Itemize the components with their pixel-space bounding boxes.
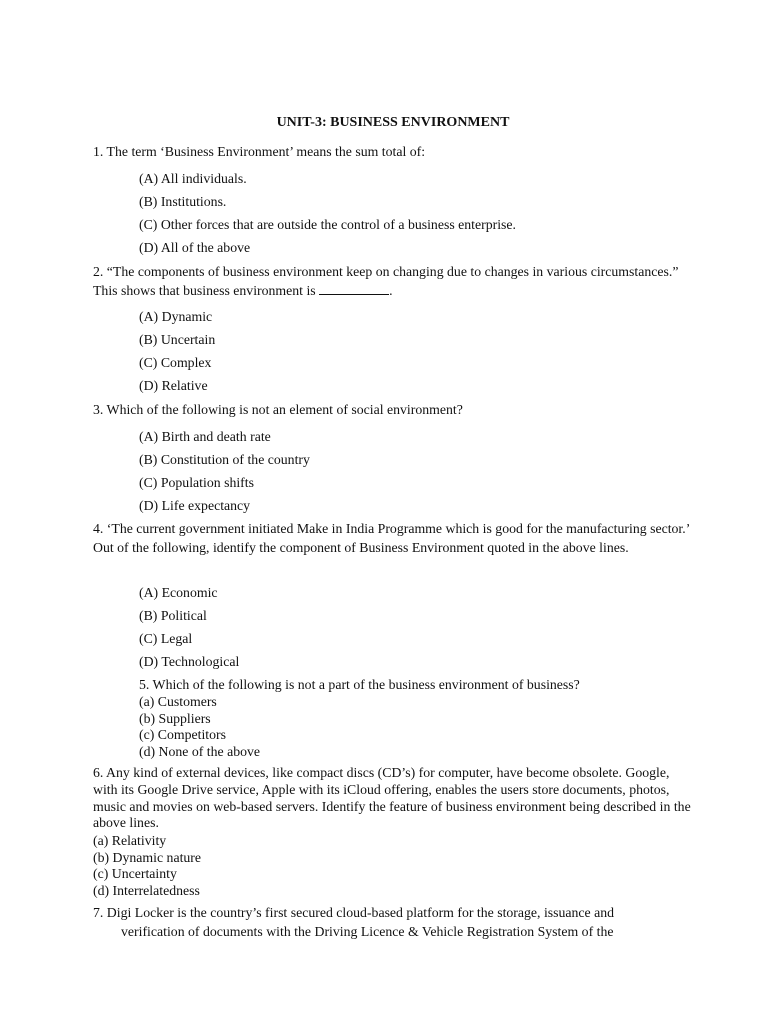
q5-option-c: (c) Competitors [139, 727, 226, 742]
q3-option-b: (B) Constitution of the country [139, 452, 310, 467]
q1-option-b: (B) Institutions. [139, 194, 227, 209]
q1-option-d: (D) All of the above [139, 240, 251, 255]
question-6: 6. Any kind of external devices, like compact discs (CD’s) for computer, have become obsolete. Google, with its Google Drive service, Apple with its iCloud offering, enables the users store documents, photos, music and movies on web-based servers. Identify the feature of business environment being described in the above lines. [93, 765, 691, 831]
page-title: UNIT-3: BUSINESS ENVIRONMENT [276, 115, 510, 130]
q2-option-b: (B) Uncertain [139, 332, 216, 347]
q4-option-c: (C) Legal [139, 631, 193, 646]
question-3: 3. Which of the following is not an element of social environment? [93, 402, 463, 417]
question-7-line-2: verification of documents with the Driving Licence & Vehicle Registration System of the [121, 923, 614, 939]
q4-option-a: (A) Economic [139, 585, 218, 600]
question-7 [93, 904, 683, 941]
question-7-line-1: 7. Digi Locker is the country’s first secured cloud-based platform for the storage, issuance and [93, 905, 615, 920]
q5-option-b: (b) Suppliers [139, 711, 211, 726]
q4-option-d: (D) Technological [139, 654, 240, 669]
q1-option-c: (C) Other forces that are outside the control of a business enterprise. [139, 217, 516, 232]
question-2-end: . [389, 282, 393, 298]
q2-option-d: (D) Relative [139, 378, 208, 393]
q5-option-a: (a) Customers [139, 694, 217, 709]
q2-option-a: (A) Dynamic [139, 309, 213, 324]
question-1: 1. The term ‘Business Environment’ means the sum total of: [93, 144, 426, 159]
q3-option-d: (D) Life expectancy [139, 498, 251, 513]
q1-option-a: (A) All individuals. [139, 171, 247, 186]
fill-in-blank [319, 282, 389, 295]
question-2 [93, 263, 693, 300]
q6-option-c: (c) Uncertainty [93, 866, 177, 881]
q6-option-d: (d) Interrelatedness [93, 883, 200, 898]
q3-option-c: (C) Population shifts [139, 475, 254, 490]
q6-option-b: (b) Dynamic nature [93, 850, 202, 865]
q2-option-c: (C) Complex [139, 355, 212, 370]
question-4: 4. ‘The current government initiated Make in India Programme which is good for the manufacturing sector.’ Out of the following, identify the component of Business Environment quoted in the above lines. [93, 521, 690, 555]
q4-option-b: (B) Political [139, 608, 207, 623]
question-2-text: 2. “The components of business environment keep on changing due to changes in various circumstances.” This shows that business environment is [93, 264, 679, 298]
q5-option-d: (d) None of the above [139, 744, 261, 759]
q3-option-a: (A) Birth and death rate [139, 429, 271, 444]
q6-option-a: (a) Relativity [93, 833, 167, 848]
question-5: 5. Which of the following is not a part of the business environment of business? [139, 677, 580, 692]
